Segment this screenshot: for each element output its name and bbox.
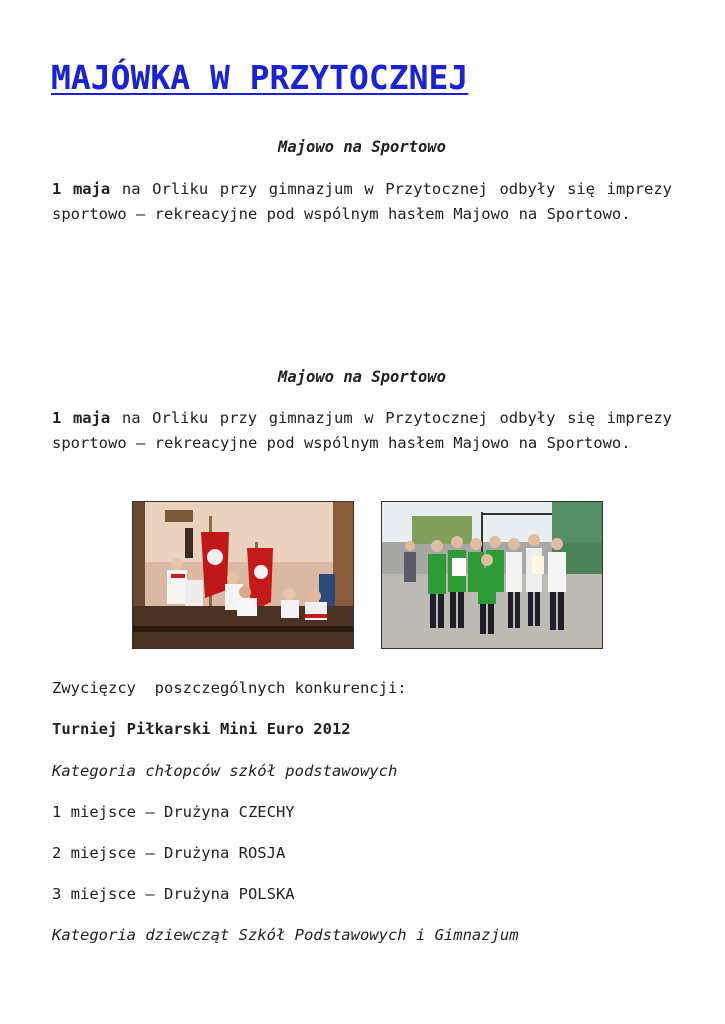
section-paragraph xyxy=(52,406,672,456)
category-girls: Kategoria dziewcząt Szkół Podstawowych i Gimnazjum xyxy=(52,926,519,944)
place-3: 3 miejsce – Drużyna POLSKA xyxy=(52,885,295,903)
section-subtitle: Majowo na Sportowo xyxy=(278,368,446,386)
ceremony-photo-image xyxy=(133,502,353,648)
team-photo[interactable] xyxy=(381,501,603,649)
date-highlight: 1 maja xyxy=(52,409,111,427)
section-paragraph xyxy=(52,177,672,227)
section-subtitle: Majowo na Sportowo xyxy=(278,138,446,156)
paragraph-text: na Orliku przy gimnazjum w Przytocznej odbyły się imprezy sportowo – rekreacyjne pod wspólnym hasłem Majowo na Sportowo. xyxy=(52,409,672,452)
team-photo-image xyxy=(382,502,602,648)
paragraph-text: na Orliku przy gimnazjum w Przytocznej odbyły się imprezy sportowo – rekreacyjne pod wspólnym hasłem Majowo na Sportowo. xyxy=(52,180,672,223)
tournament-heading: Turniej Piłkarski Mini Euro 2012 xyxy=(52,720,351,738)
ceremony-photo[interactable] xyxy=(132,501,354,649)
page-title-link[interactable]: MAJÓWKA W PRZYTOCZNEJ xyxy=(51,58,469,97)
category-boys: Kategoria chłopców szkół podstawowych xyxy=(52,762,398,780)
date-highlight: 1 maja xyxy=(52,180,111,198)
place-1: 1 miejsce – Drużyna CZECHY xyxy=(52,803,295,821)
place-2: 2 miejsce – Drużyna ROSJA xyxy=(52,844,286,862)
winners-intro: Zwycięzcy poszczególnych konkurencji: xyxy=(52,679,407,697)
